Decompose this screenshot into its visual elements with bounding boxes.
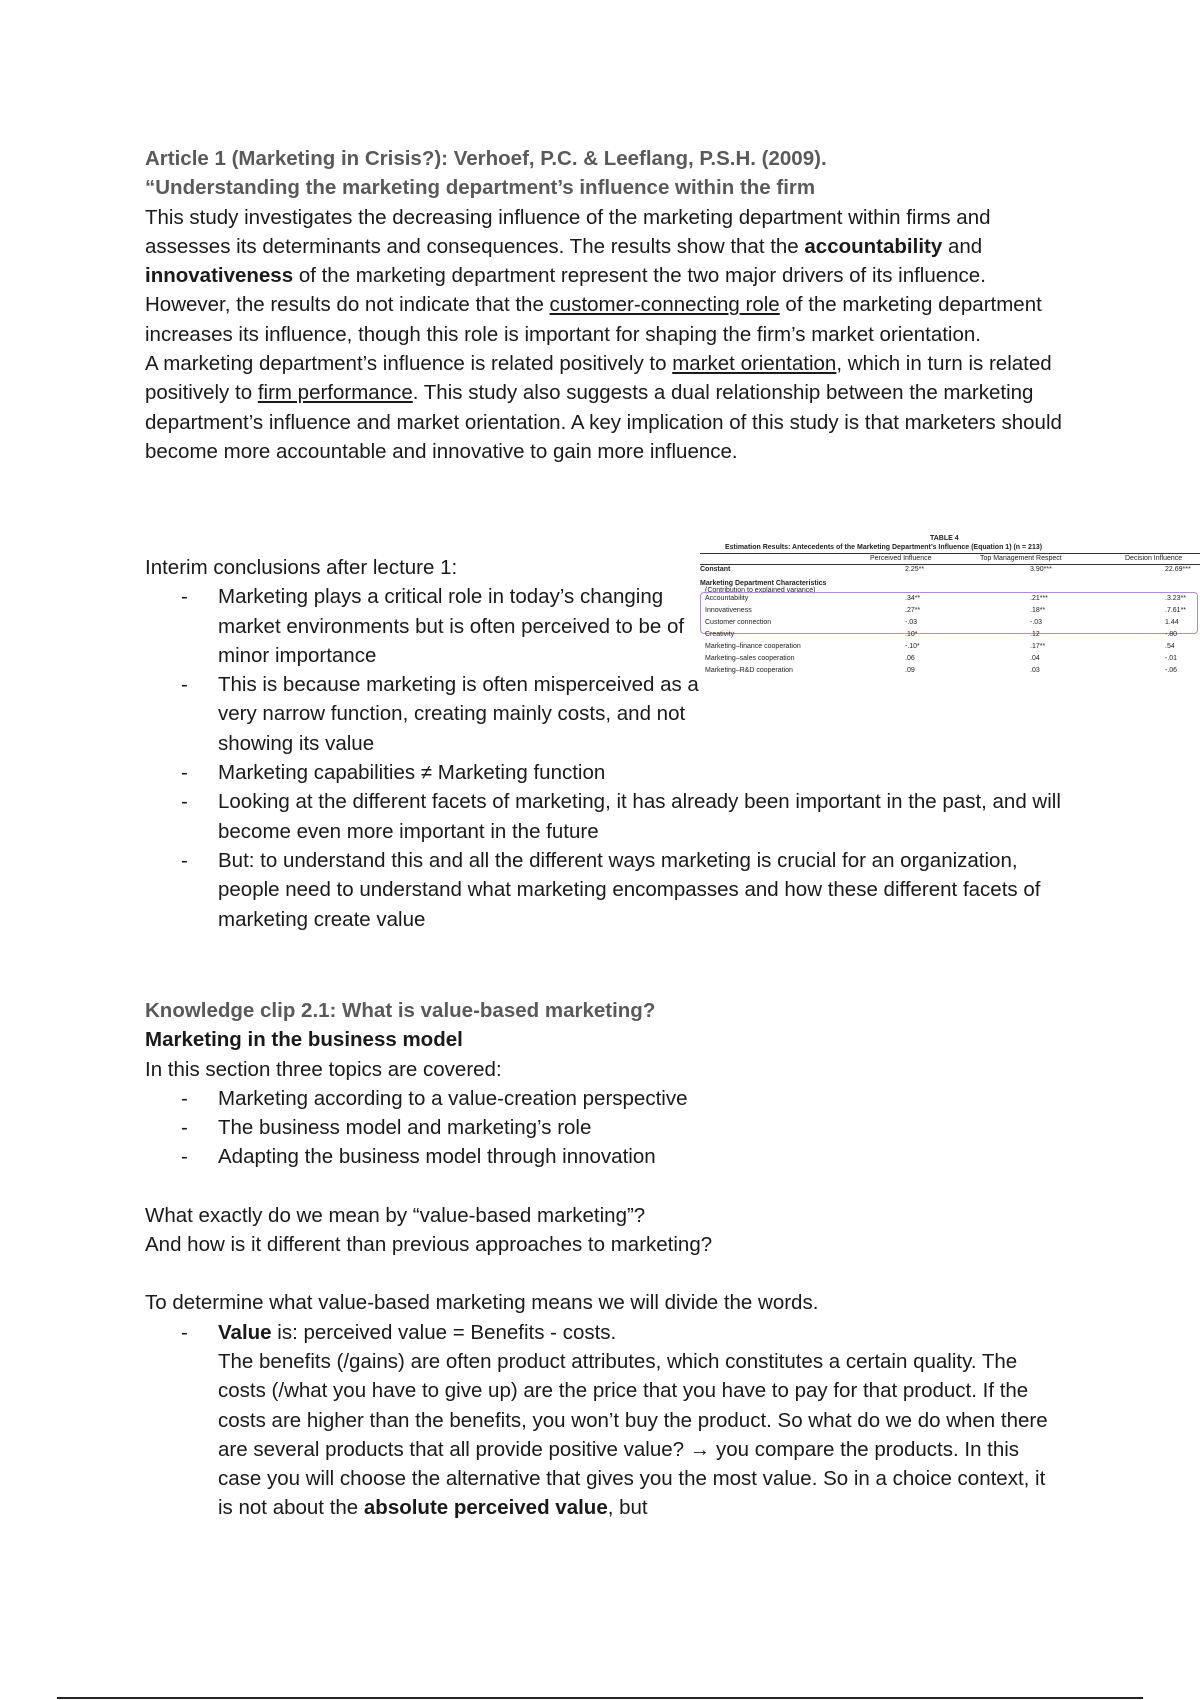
table-cell: .17** [1030, 643, 1046, 650]
table-cell: .27** [905, 607, 921, 614]
table-row-label: Creativity [705, 631, 735, 638]
table-cell: 1.44 [1165, 619, 1179, 626]
clip-heading: Knowledge clip 2.1: What is value-based marketing? [145, 999, 656, 1022]
table-cell: -.03 [905, 619, 918, 626]
question-1: What exactly do we mean by “value-based marketing”? [145, 1203, 646, 1227]
interim-title: Interim conclusions after lecture 1: [145, 556, 458, 579]
table-rule [700, 553, 1200, 554]
bottom-rule [57, 1697, 1143, 1699]
table-rule [700, 564, 1200, 565]
list-item: - The business model and marketing’s role [145, 1113, 1065, 1142]
article-subheading: “Understanding the marketing department’s influence within the firm [145, 176, 816, 200]
table-row-label: Marketing–finance cooperation [705, 643, 801, 650]
article-paragraph-1: This study investigates the decreasing influence of the marketing department within firms and assesses its determinants and consequences. The results show that the accountability and innovativeness of the marketing department represent the two major drivers of its influence. However, the results do not indicate that the customer-connecting role of the marketing department increases its influence, though this role is important for shaping the firm’s market orientation. [145, 205, 1042, 346]
table-row-label: Marketing–sales cooperation [705, 655, 795, 662]
article-paragraph-2: A marketing department’s influence is related positively to market orientation, which in turn is related positively to firm performance. This study also suggests a dual relationship between the marketing department’s influence and market orientation. A key implication of this study is that marketers should become more accountable and innovative to gain more influence. [145, 352, 1062, 463]
question-2: And how is it different than previous approaches to marketing? [145, 1233, 713, 1257]
list-item: - Value is: perceived value = Benefits - costs. [145, 1318, 1065, 1347]
table-cell: .3.23** [1165, 595, 1187, 602]
divide-text: To determine what value-based marketing means we will divide the words. [145, 1291, 819, 1315]
table-row-label: Marketing–R&D cooperation [705, 667, 793, 674]
list-item: - Marketing according to a value-creation perspective [145, 1084, 1065, 1113]
table-section-label: Marketing Department Characteristics [700, 580, 827, 587]
clip-section [145, 996, 1065, 1523]
table-cell: .18** [1030, 607, 1046, 614]
value-paragraph: The benefits (/gains) are often product attributes, which constitutes a certain quality. The costs (/what you have to give up) are the price that you have to pay for that product. If the costs are higher than the benefits, you won’t buy the product. So what do we do when there are several products that all provide positive value? → you compare the products. In this case you will choose the alternative that gives you the most value. So in a choice context, it is not about the absolute perceived value, but [218, 1349, 1048, 1520]
table-cell: .12 [1030, 631, 1040, 638]
table-col-header: Top Management Respect [980, 555, 1062, 562]
table-label: TABLE 4 [930, 535, 959, 542]
list-item: - Marketing plays a critical role in today’s changing market environments but is often perceived to be of minor importance [145, 582, 718, 670]
table-cell: 22.69*** [1165, 566, 1191, 573]
table-row-label: Customer connection [705, 619, 772, 626]
value-list [145, 1318, 1065, 1347]
list-item: - Looking at the different facets of marketing, it has already been important in the past, and will become even more important in the future [145, 787, 1065, 846]
table-col-header: Decision Influence [1125, 555, 1183, 562]
table-cell: .7.61** [1165, 607, 1187, 614]
table-title: Estimation Results: Antecedents of the Marketing Department’s Influence (Equation 1) (n = 213) [725, 544, 1043, 551]
table-cell: .04 [1030, 655, 1040, 662]
table-cell: -.01 [1165, 655, 1178, 662]
table-row-label: Accountability [705, 595, 749, 602]
table-cell: -.80 [1165, 631, 1178, 638]
table-cell: 3.90*** [1030, 566, 1052, 573]
table-section-sublabel: (Contribution to explained variance) [705, 587, 816, 594]
spacer [145, 1259, 1065, 1288]
table-cell: .34** [905, 595, 921, 602]
clip-intro: In this section three topics are covered: [145, 1057, 502, 1081]
list-item: - This is because marketing is often misperceived as a very narrow function, creating mainly costs, and not showing its value [145, 670, 718, 758]
table-cell: .09 [905, 667, 915, 674]
table-col-header: Perceived Influence [870, 555, 932, 562]
clip-list [145, 1084, 1065, 1172]
table-cell: .06 [905, 655, 915, 662]
table-cell: .21*** [1030, 595, 1048, 602]
table-cell: 2.25** [905, 566, 925, 573]
table-row-label: Innovativeness [705, 607, 752, 614]
article-section [145, 144, 1065, 466]
table-cell: -.03 [1030, 619, 1043, 626]
table-cell: .54 [1165, 643, 1175, 650]
clip-subheading: Marketing in the business model [145, 1028, 463, 1052]
table-figure [700, 535, 1200, 680]
table-cell: -.06 [1165, 667, 1178, 674]
table-cell: .10* [905, 631, 918, 638]
list-item: - Marketing capabilities ≠ Marketing function [145, 758, 1065, 787]
list-item: - Adapting the business model through innovation [145, 1142, 1065, 1171]
table-cell: .03 [1030, 667, 1040, 674]
table-constant-label: Constant [700, 566, 731, 573]
table-highlight-box [700, 592, 1198, 634]
article-heading: Article 1 (Marketing in Crisis?): Verhoef, P.C. & Leeflang, P.S.H. (2009). [145, 147, 827, 170]
table-cell: -.10* [905, 643, 920, 650]
spacer [145, 1172, 1065, 1201]
list-item: - But: to understand this and all the different ways marketing is crucial for an organization, people need to understand what marketing encompasses and how these different facets of marketing create value [145, 846, 1065, 934]
